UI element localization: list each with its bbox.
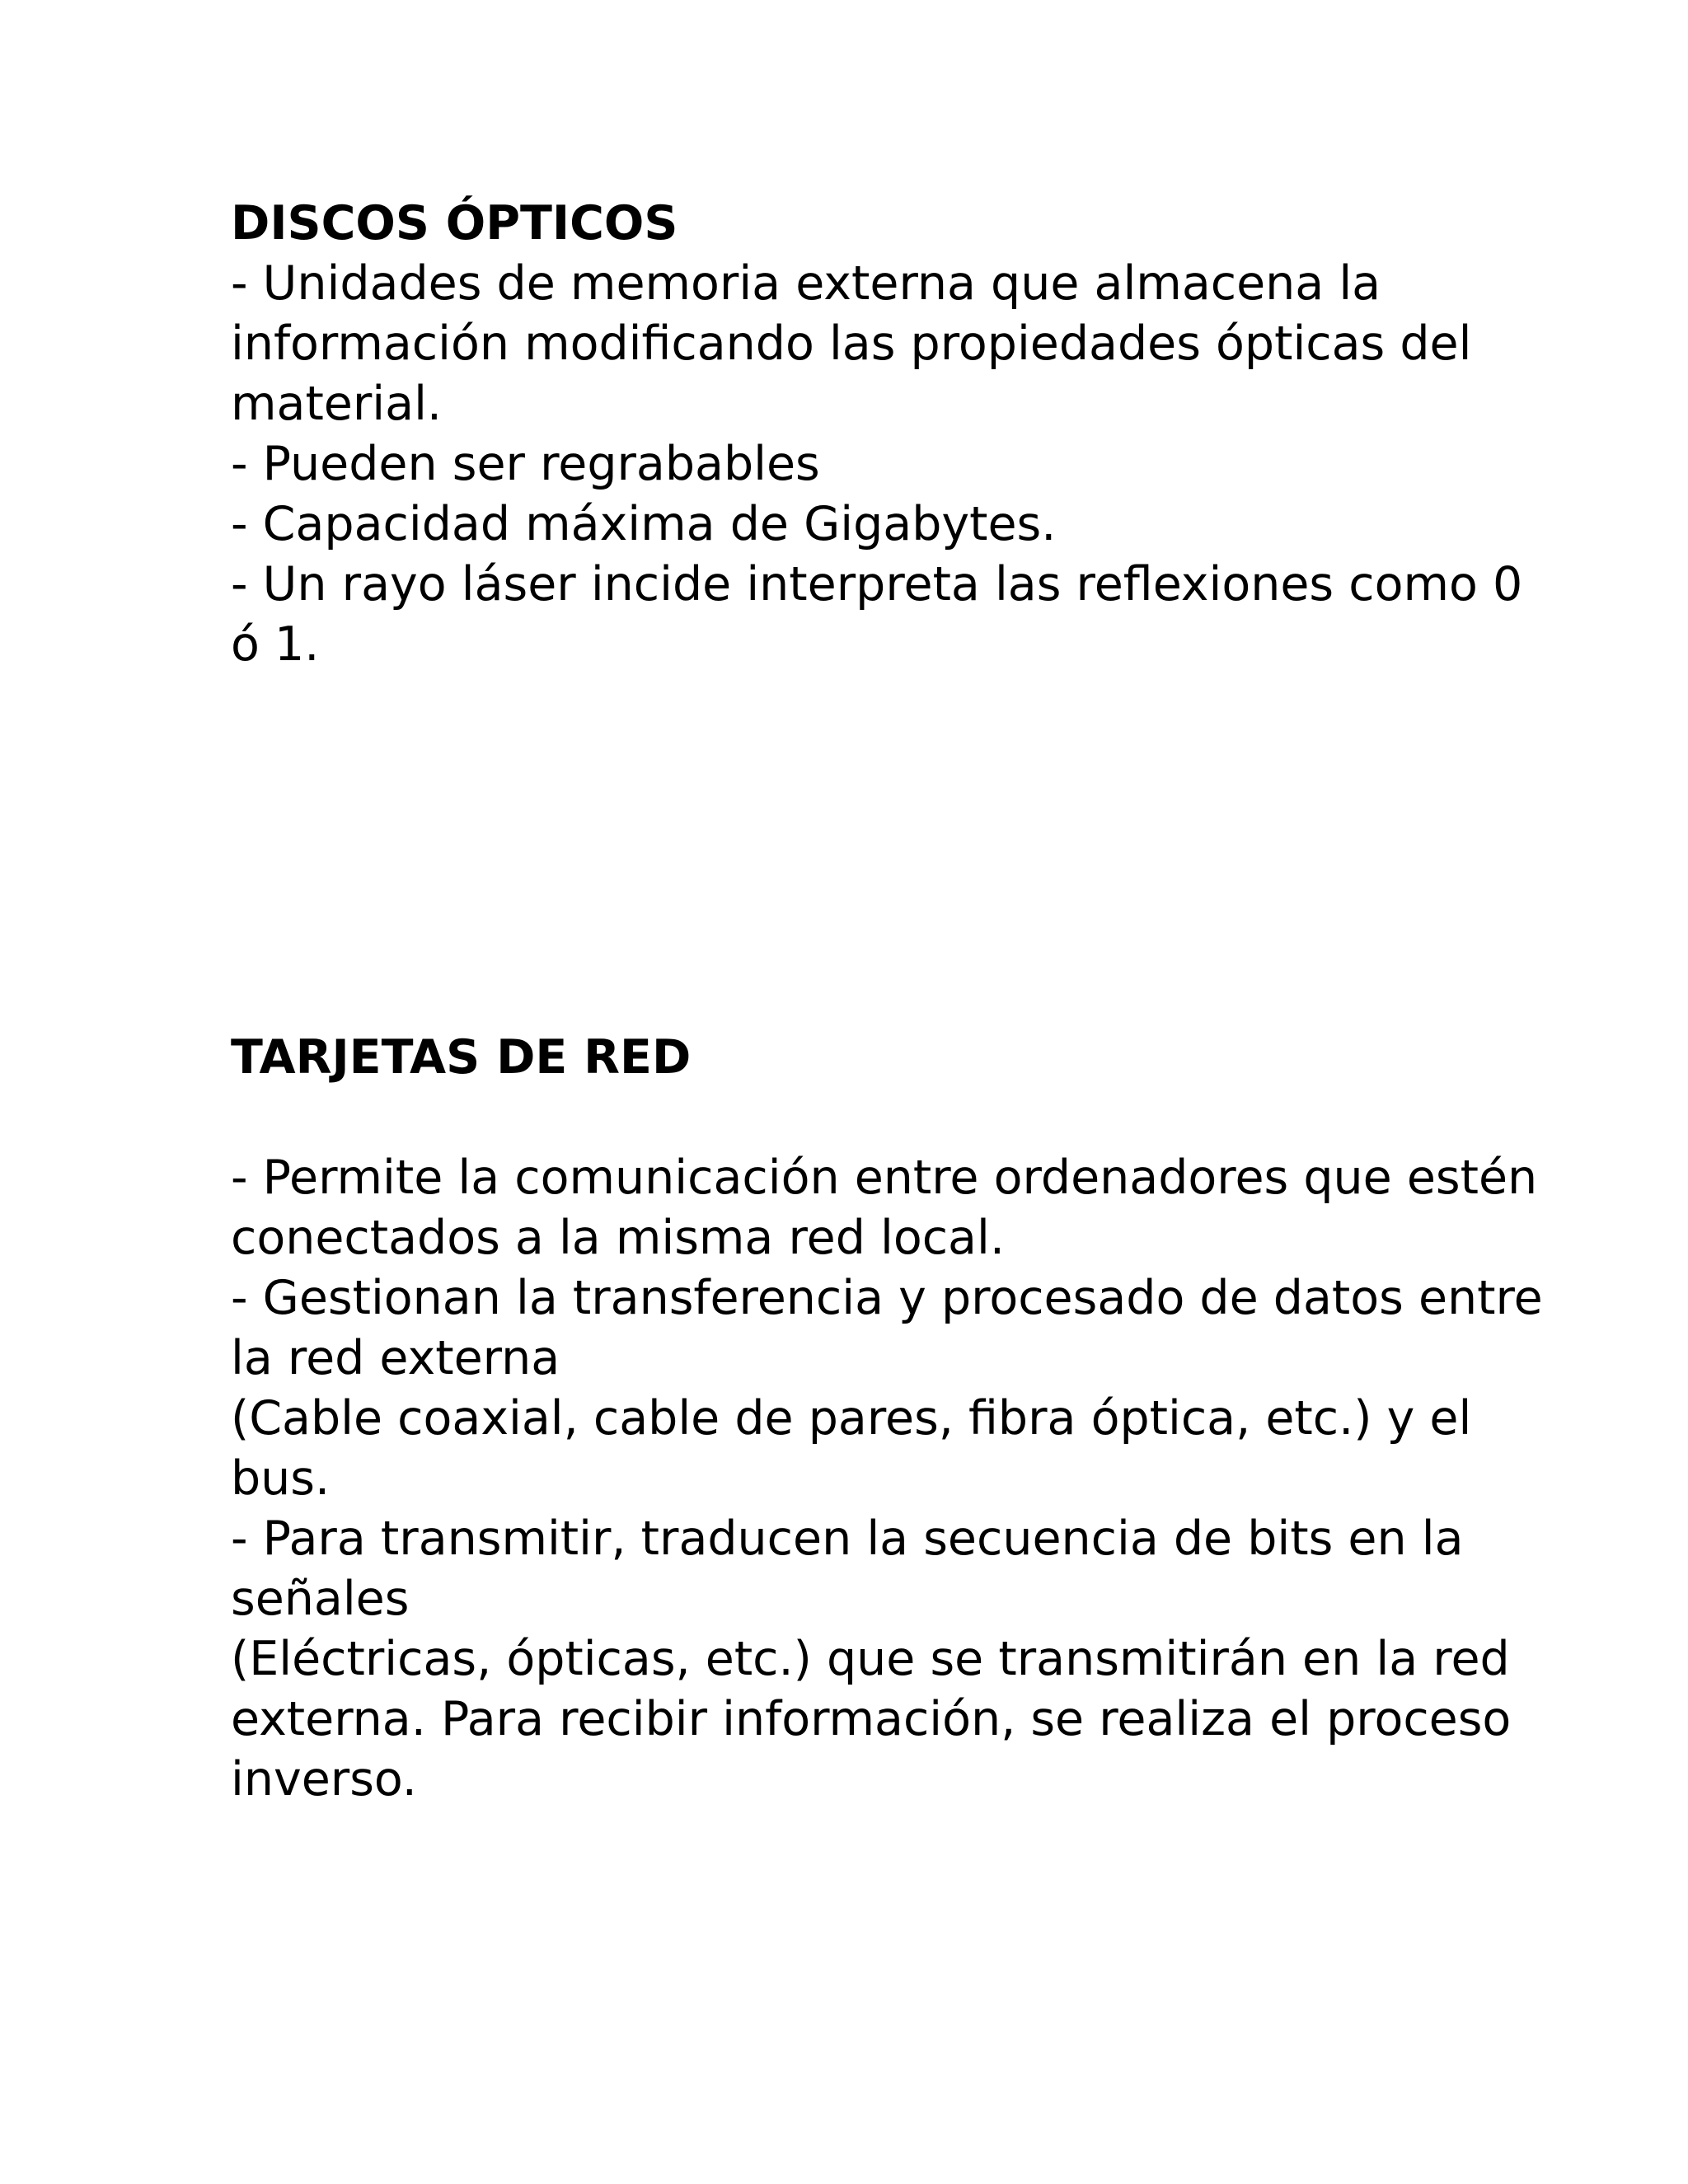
text-line: - Gestionan la transferencia y procesado de datos entre xyxy=(231,1271,1543,1325)
text-line: externa. Para recibir información, se realiza el proceso xyxy=(231,1692,1512,1746)
text-line: (Eléctricas, ópticas, etc.) que se transmitirán en la red xyxy=(231,1632,1510,1686)
section-tarjetas-de-red xyxy=(231,1028,1543,1810)
section-title: DISCOS ÓPTICOS xyxy=(231,196,678,251)
text-line: la red externa xyxy=(231,1331,560,1385)
text-line: - Para transmitir, traducen la secuencia de bits en la xyxy=(231,1511,1464,1566)
text-line: inverso. xyxy=(231,1752,417,1807)
text-line: - Pueden ser regrabables xyxy=(231,437,820,491)
blank-line xyxy=(231,1088,1484,1148)
text-line: - Permite la comunicación entre ordenadores que estén xyxy=(231,1151,1538,1205)
text-line: ó 1. xyxy=(231,617,320,672)
text-line: material. xyxy=(231,377,443,431)
text-line: conectados a la misma red local. xyxy=(231,1211,1005,1265)
text-line: - Unidades de memoria externa que almacena la xyxy=(231,256,1381,311)
section-discos-opticos xyxy=(231,194,1523,675)
text-line: - Un rayo láser incide interpreta las reflexiones como 0 xyxy=(231,557,1523,612)
text-line: información modificando las propiedades ópticas del xyxy=(231,316,1472,371)
text-line: - Capacidad máxima de Gigabytes. xyxy=(231,497,1057,551)
text-line: bus. xyxy=(231,1451,331,1506)
text-line: (Cable coaxial, cable de pares, fibra óptica, etc.) y el xyxy=(231,1391,1472,1446)
text-line: señales xyxy=(231,1572,410,1626)
section-title: TARJETAS DE RED xyxy=(231,1030,692,1085)
